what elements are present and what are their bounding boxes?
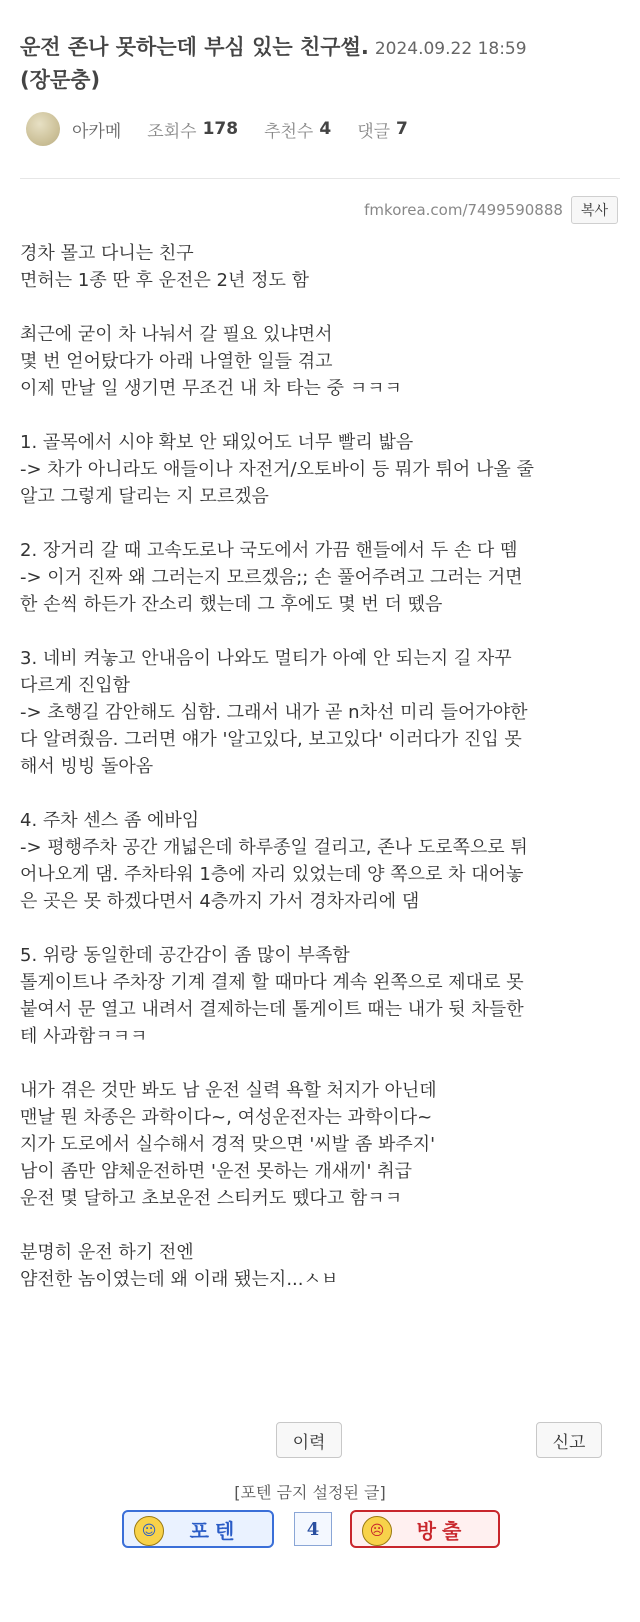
content-line: 운전 몇 달하고 초보운전 스티커도 뗐다고 함ㅋㅋ	[20, 1188, 403, 1209]
content-line: 몇 번 얻어탔다가 아래 나열한 일들 겪고	[20, 351, 333, 372]
content-paragraph	[20, 942, 624, 1050]
content-paragraph	[20, 807, 624, 915]
content-line: -> 평행주차 공간 개넓은데 하루종일 걸리고, 존나 도로쪽으로 튀	[20, 837, 528, 858]
content-line: 지가 도로에서 실수해서 경적 맞으면 '씨발 좀 봐주지'	[20, 1134, 436, 1155]
downvote-label: 방출	[416, 1518, 468, 1543]
content-line: 은 곳은 못 하겠다면서 4층까지 가서 경차자리에 댐	[20, 891, 420, 912]
recommend-count: 4	[319, 119, 332, 139]
views-label: 조회수	[147, 121, 197, 142]
post-content	[20, 240, 624, 1320]
content-line: -> 초행길 감안해도 심함. 그래서 내가 곧 n차선 미리 들어가야한	[20, 702, 528, 723]
content-line: 내가 겪은 것만 봐도 남 운전 실력 욕할 처지가 아닌데	[20, 1080, 437, 1101]
comments-label: 댓글	[357, 121, 391, 142]
post-title: 운전 존나 못하는데 부심 있는 친구썰.	[20, 35, 369, 59]
comments-count[interactable]: 7	[396, 119, 408, 139]
content-paragraph	[20, 429, 624, 510]
thumbs-up-face-icon: ☺	[134, 1516, 164, 1546]
url-row	[364, 196, 618, 224]
history-button[interactable]: 이력	[276, 1422, 342, 1458]
content-line: 맨날 뭔 차종은 과학이다~, 여성운전자는 과학이다~	[20, 1107, 433, 1128]
content-line: 톨게이트나 주차장 기계 결제 할 때마다 계속 왼쪽으로 제대로 못	[20, 972, 524, 993]
avatar[interactable]	[26, 112, 60, 146]
downvote-button[interactable]	[350, 1510, 500, 1548]
content-line: 이제 만날 일 생기면 무조건 내 차 타는 중 ㅋㅋㅋ	[20, 378, 402, 399]
content-paragraph	[20, 537, 624, 618]
content-paragraph	[20, 1077, 624, 1212]
content-paragraph	[20, 240, 624, 294]
content-line: 다 알려줬음. 그러면 얘가 '알고있다, 보고있다' 이러다가 진입 못	[20, 729, 522, 750]
content-line: 어나오게 댐. 주차타워 1층에 자리 있었는데 양 쪽으로 차 대어놓	[20, 864, 524, 885]
header-divider	[20, 178, 620, 179]
content-line: -> 이거 진짜 왜 그러는지 모르겠음;; 손 풀어주려고 그러는 거면	[20, 567, 523, 588]
content-paragraph	[20, 1239, 624, 1293]
content-line: -> 차가 아니라도 애들이나 자전거/오토바이 등 뭐가 튀어 나올 줄	[20, 459, 534, 480]
report-button[interactable]: 신고	[536, 1422, 602, 1458]
content-line: 2. 장거리 갈 때 고속도로나 국도에서 가끔 핸들에서 두 손 다 뗌	[20, 540, 518, 561]
content-line: 알고 그렇게 달리는 지 모르겠음	[20, 486, 269, 507]
content-line: 면허는 1종 딴 후 운전은 2년 정도 함	[20, 270, 309, 291]
upvote-label: 포텐	[189, 1518, 241, 1543]
content-line: 한 손씩 하든가 잔소리 했는데 그 후에도 몇 번 더 뗐음	[20, 594, 443, 615]
content-line: 1. 골목에서 시야 확보 안 돼있어도 너무 빨리 밟음	[20, 432, 414, 453]
content-line: 4. 주차 센스 좀 에바임	[20, 810, 200, 831]
post-meta	[26, 112, 434, 146]
content-line: 경차 몰고 다니는 친구	[20, 243, 194, 264]
poten-ban-notice: [포텐 금지 설정된 글]	[234, 1483, 386, 1502]
upvote-button[interactable]	[122, 1510, 274, 1548]
author-name[interactable]: 아카메	[72, 121, 122, 142]
views-count: 178	[202, 119, 239, 139]
post-header	[20, 32, 620, 96]
thumbs-down-face-icon: ☹	[362, 1516, 392, 1546]
content-line: 다르게 진입함	[20, 675, 131, 696]
content-line: 3. 네비 켜놓고 안내음이 나와도 멀티가 아예 안 되는지 길 자꾸	[20, 648, 512, 669]
content-line: 테 사과함ㅋㅋㅋ	[20, 1026, 148, 1047]
content-line: 최근에 굳이 차 나눠서 갈 필요 있냐면서	[20, 324, 333, 345]
content-paragraph	[20, 321, 624, 402]
post-date: 2024.09.22 18:59	[374, 39, 527, 59]
post-title-suffix: (장문충)	[20, 68, 101, 92]
recommend-label: 추천수	[264, 121, 314, 142]
content-line: 5. 위랑 동일한데 공간감이 좀 많이 부족함	[20, 945, 350, 966]
content-line: 얌전한 놈이였는데 왜 이래 됐는지...ㅅㅂ	[20, 1269, 339, 1290]
copy-url-button[interactable]: 복사	[571, 196, 618, 224]
content-line: 남이 좀만 얌체운전하면 '운전 못하는 개새끼' 취급	[20, 1161, 412, 1182]
content-line: 해서 빙빙 돌아옴	[20, 756, 154, 777]
content-line: 분명히 운전 하기 전엔	[20, 1242, 194, 1263]
content-paragraph	[20, 645, 624, 780]
post-url[interactable]: fmkorea.com/7499590888	[364, 201, 563, 219]
vote-count: 4	[294, 1512, 332, 1546]
content-line: 붙여서 문 열고 내려서 결제하는데 톨게이트 때는 내가 뒷 차들한	[20, 999, 524, 1020]
